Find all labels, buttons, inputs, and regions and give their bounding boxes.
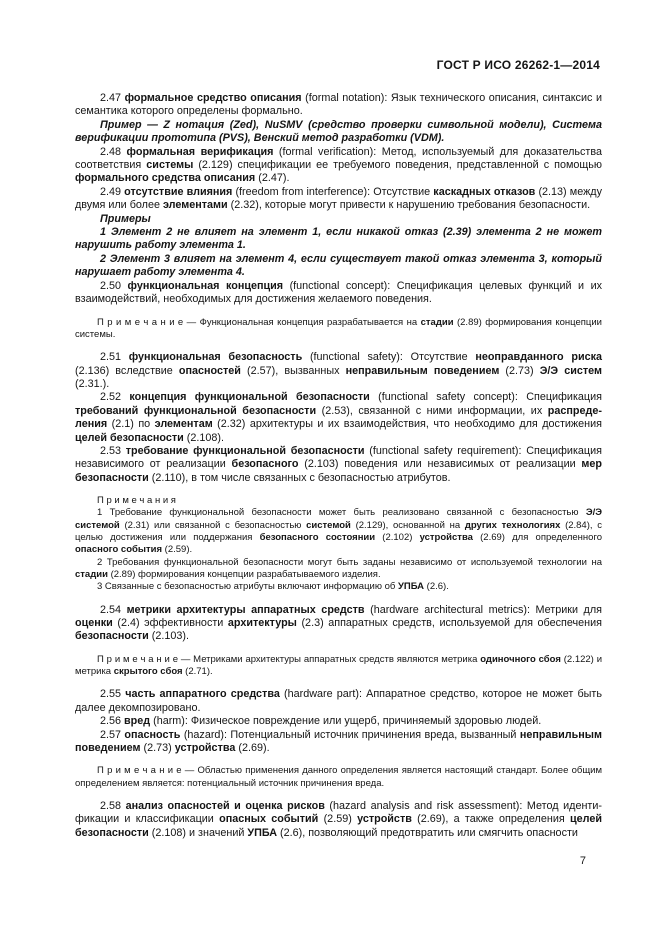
paragraph-example: Примеры [100, 212, 151, 225]
paragraph-example: 1 Элемент 2 не влияет на элемент 1, если никакой отказ (2.39) элемента 2 не может нарушить работу элемента 1. [75, 226, 602, 252]
paragraph-body: 2.58 анализ опасностей и оценка рисков (hazard analysis and risk assessment): Метод идентификации и классификации опасных событий (2.59) устройств (2.69), а также определения целей безопасности (2.108) и значений УПБА (2.6), позволяющий предотвратить или смягчить опасности [75, 799, 603, 839]
document-header-title: ГОСТ Р ИСО 26262-1—2014 [436, 58, 600, 72]
paragraph-example: Пример — Z нотация (Zed), NuSMV (средство проверки символьной модели), Система верификации прототипа (PVS), Венский метод разработки (VDM). [75, 118, 602, 145]
paragraph-note: 1 Требование функциональной безопасности может быть реализовано связанной с безопасностью Э/Э системой (2.31) или связанной с безопасностью системой (2.129), основанной на других технологиях (2.84), с целью достижения или поддержания безопасного состоянии (2.102) устройства (2.69) для определенного опасного события (2.59). [75, 507, 602, 556]
paragraph-note: 3 Связанные с безопасностью атрибуты включают информацию об УПБА (2.6). [97, 581, 449, 593]
paragraph-body: 2.52 концепция функциональной безопасности (functional safety concept): Спецификация требований функциональной безопасности (2.53), связанной с ними информации, их распределения (2.1) по элементам (2.32) архитектуры и их взаимодействия, что необходимо для достижения целей безопасности (2.108). [75, 391, 602, 444]
paragraph-body: 2.53 требование функциональной безопасности (functional safety requirement): Спецификация независимого от реализации безопасного (2.103) поведения или независимых от реализации мер безопасности (2.110), в том числе связанных с безопасностью атрибутов. [75, 444, 603, 484]
document-body [75, 92, 602, 840]
paragraph-note: П р и м е ч а н и е — Функциональная концепция разрабатывается на стадии (2.89) формирования концепции системы. [75, 316, 602, 340]
paragraph-body: 2.48 формальная верификация (formal verification): Метод, используемый для доказательства соответствия системы (2.129) спецификации ее требуемого поведения, представленной с помощью формального средства описания (2.47). [75, 145, 602, 185]
page-number: 7 [579, 855, 586, 867]
paragraph-body: 2.49 отсутствие влияния (freedom from interference): Отсутствие каскадных отказов (2.13) между двумя или более элементами (2.32), которые могут привести к нарушению требования безопасности. [75, 185, 602, 212]
paragraph-body: 2.56 вред (harm): Физическое повреждение или ущерб, причиняемый здоровью людей. [100, 715, 542, 728]
paragraph-body: 2.47 формальное средство описания (formal notation): Язык технического описания, синтаксис и семантика которого определены формально. [75, 92, 602, 118]
paragraph-note: П р и м е ч а н и я [97, 495, 176, 507]
paragraph-body: 2.57 опасность (hazard): Потенциальный источник причинения вреда, вызванный неправильным поведением (2.73) устройства (2.69). [75, 728, 602, 754]
paragraph-note: 2 Требования функциональной безопасности могут быть заданы независимо от используемой технологии на стадии (2.89) формирования концепции разрабатываемого изделия. [75, 556, 602, 580]
paragraph-body: 2.51 функциональная безопасность (functional safety): Отсутствие неоправданного риска (2.136) вследствие опасностей (2.57), вызванных неправильным поведением (2.73) Э/Э систем (2.31.). [75, 351, 603, 390]
paragraph-body: 2.55 часть аппаратного средства (hardware part): Аппаратное средство, которое не может быть далее декомпозировано. [75, 688, 602, 714]
paragraph-note: П р и м е ч а н и е — Областью применения данного определения является настоящий стандарт. Более общим определением является: потенциальный источник причинения вреда. [75, 765, 602, 789]
paragraph-body: 2.54 метрики архитектуры аппаратных средств (hardware architectural metrics): Метрики для оценки (2.4) эффективности архитектуры (2.3) аппаратных средств, используемой для обеспечения безопасности (2.103). [75, 603, 603, 643]
paragraph-example: 2 Элемент 3 влияет на элемент 4, если существует такой отказ элемента 3, который нарушает работу элемента 4. [75, 252, 602, 279]
paragraph-note: П р и м е ч а н и е — Метриками архитектуры аппаратных средств являются метрика одиночного сбоя (2.122) и метрика скрытого сбоя (2.71). [75, 653, 603, 678]
paragraph-body: 2.50 функциональная концепция (functional concept): Спецификация целевых функций и их взаимодействий, необходимых для достижения желаемого поведения. [75, 279, 602, 306]
